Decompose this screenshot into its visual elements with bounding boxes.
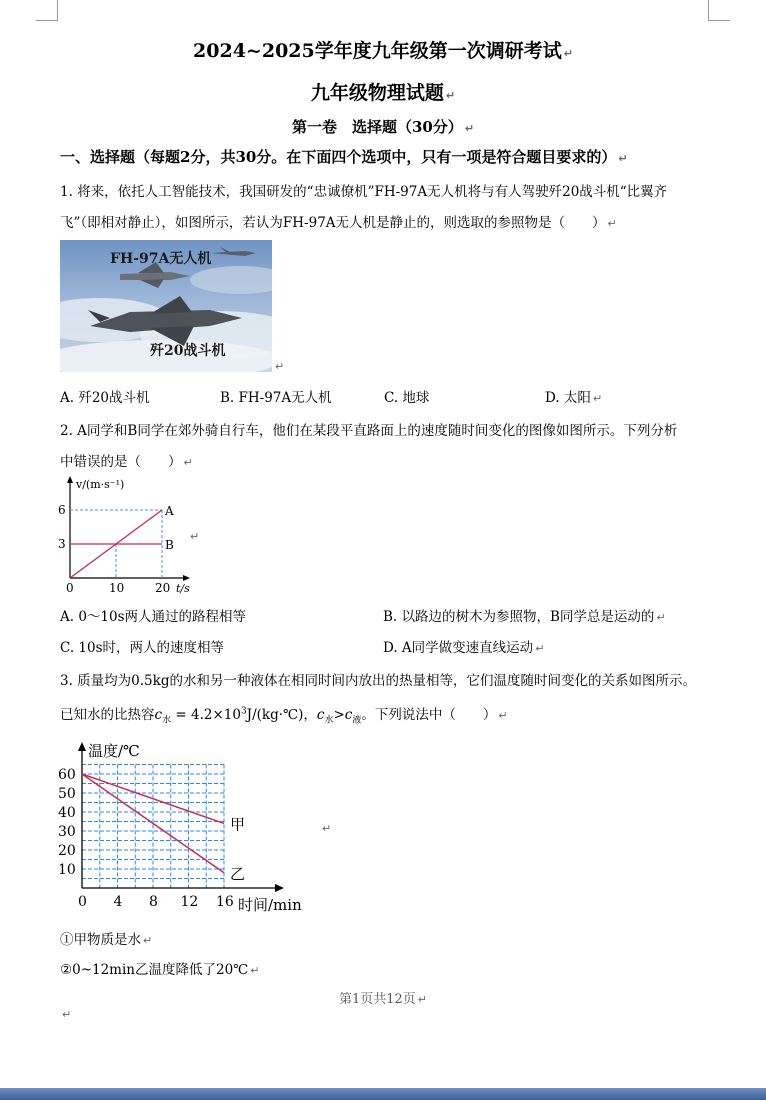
exam-subtitle: 九年级物理试题 ↵ [310,82,456,104]
x-axis-arrow [275,884,284,892]
window-bottom-bar [0,1088,766,1100]
q2-line2: 中错误的是（ ） ↵ [60,454,193,470]
y-axis-arrow [67,476,73,483]
y-tick-label: 40 [58,805,76,821]
drone-label: FH-97A无人机 [110,251,212,267]
page-footer: 第1页共12页 ↵ [338,992,428,1007]
q2-option-d: D. A同学做变速直线运动 ↵ [383,640,545,656]
q3-statement-1: ①甲物质是水 ↵ [60,932,153,948]
q3-statement-2: ②0~12min乙温度降低了20℃ ↵ [60,962,260,978]
series-label-乙: 乙 [230,864,246,883]
x-axis-label: 时间/min [238,896,302,914]
x-tick-label: 10 [109,581,125,595]
y-tick-label: 30 [58,824,76,840]
x-tick-label: 8 [149,894,158,910]
y-tick-label: 10 [58,862,76,878]
x-tick-label: 12 [180,894,199,910]
aircraft-photo [60,240,272,372]
x-tick-label: 0 [66,581,74,595]
y-axis-arrow [78,742,86,751]
q1-option-c: C. 地球 [384,390,430,406]
velocity-time-chart [56,474,196,598]
crop-mark-right-v [708,0,709,20]
y-tick-label: 20 [58,843,76,859]
q1-option-d: D. 太阳 ↵ [545,390,603,406]
crop-mark-left-v [57,0,58,20]
q1-line2: 飞”（即相对静止），如图所示，若认为FH-97A无人机是静止的，则选取的参照物是（ ） ↵ [60,215,617,231]
q3-line2: 已知水的比热容$c_水$ = $4.2\times 10^3J/(kg\cdot℃)$，$c_水>c_液$。下列说法中（ ） ↵ [60,706,508,726]
x-axis-arrow [183,575,190,581]
y-tick-label: 6 [58,503,66,517]
x-tick-label: 0 [78,894,87,910]
x-tick-label: 20 [155,581,171,595]
y-axis-label: v/(m·s⁻¹) [76,478,125,491]
crop-mark-left-h [36,20,58,21]
q2-line1: 2. A同学和B同学在郊外骑自行车，他们在某段平直路面上的速度随时间变化的图像如图所示。下列分析 [60,423,678,439]
q2-option-b: B. 以路边的树木为参照物，B同学总是运动的 ↵ [383,609,666,625]
q3-line1: 3. 质量均为0.5kg的水和另一种液体在相同时间内放出的热量相等，它们温度随时间变化的关系如图所示。 [60,673,696,689]
crop-mark-right-h [708,20,730,21]
q2-option-a: A. 0～10s两人通过的路程相等 [60,609,247,625]
series-label-B: B [165,538,174,552]
x-tick-label: 16 [216,894,234,910]
x-tick-label: 4 [113,894,123,910]
section-heading: 一、选择题（每题2分，共30分。在下面四个选项中，只有一项是符合题目要求的） ↵ [60,148,628,166]
fighter-label: 歼20战斗机 [150,343,226,359]
y-axis-label: 温度/℃ [88,742,140,760]
exam-title: 2024~2025学年度九年级第一次调研考试 ↵ [193,40,573,62]
series-label-甲: 甲 [230,815,246,834]
q1-line1: 1. 将来，依托人工智能技术，我国研发的“忠诚僚机”FH-97A无人机将与有人驾驶歼20战斗机“比翼齐 [60,184,668,200]
y-tick-label: 50 [58,786,76,802]
y-tick-label: 3 [58,537,66,551]
x-axis-label: t/s [176,582,190,595]
temperature-time-chart [56,738,312,916]
q1-option-b: B. FH-97A无人机 [220,390,332,406]
part-heading: 第一卷 选择题（30分） ↵ [291,118,475,136]
q1-option-a: A. 歼20战斗机 [60,390,150,406]
series-label-A: A [165,504,174,518]
q2-option-c: C. 10s时，两人的速度相等 [60,640,225,656]
y-tick-label: 60 [58,767,76,783]
